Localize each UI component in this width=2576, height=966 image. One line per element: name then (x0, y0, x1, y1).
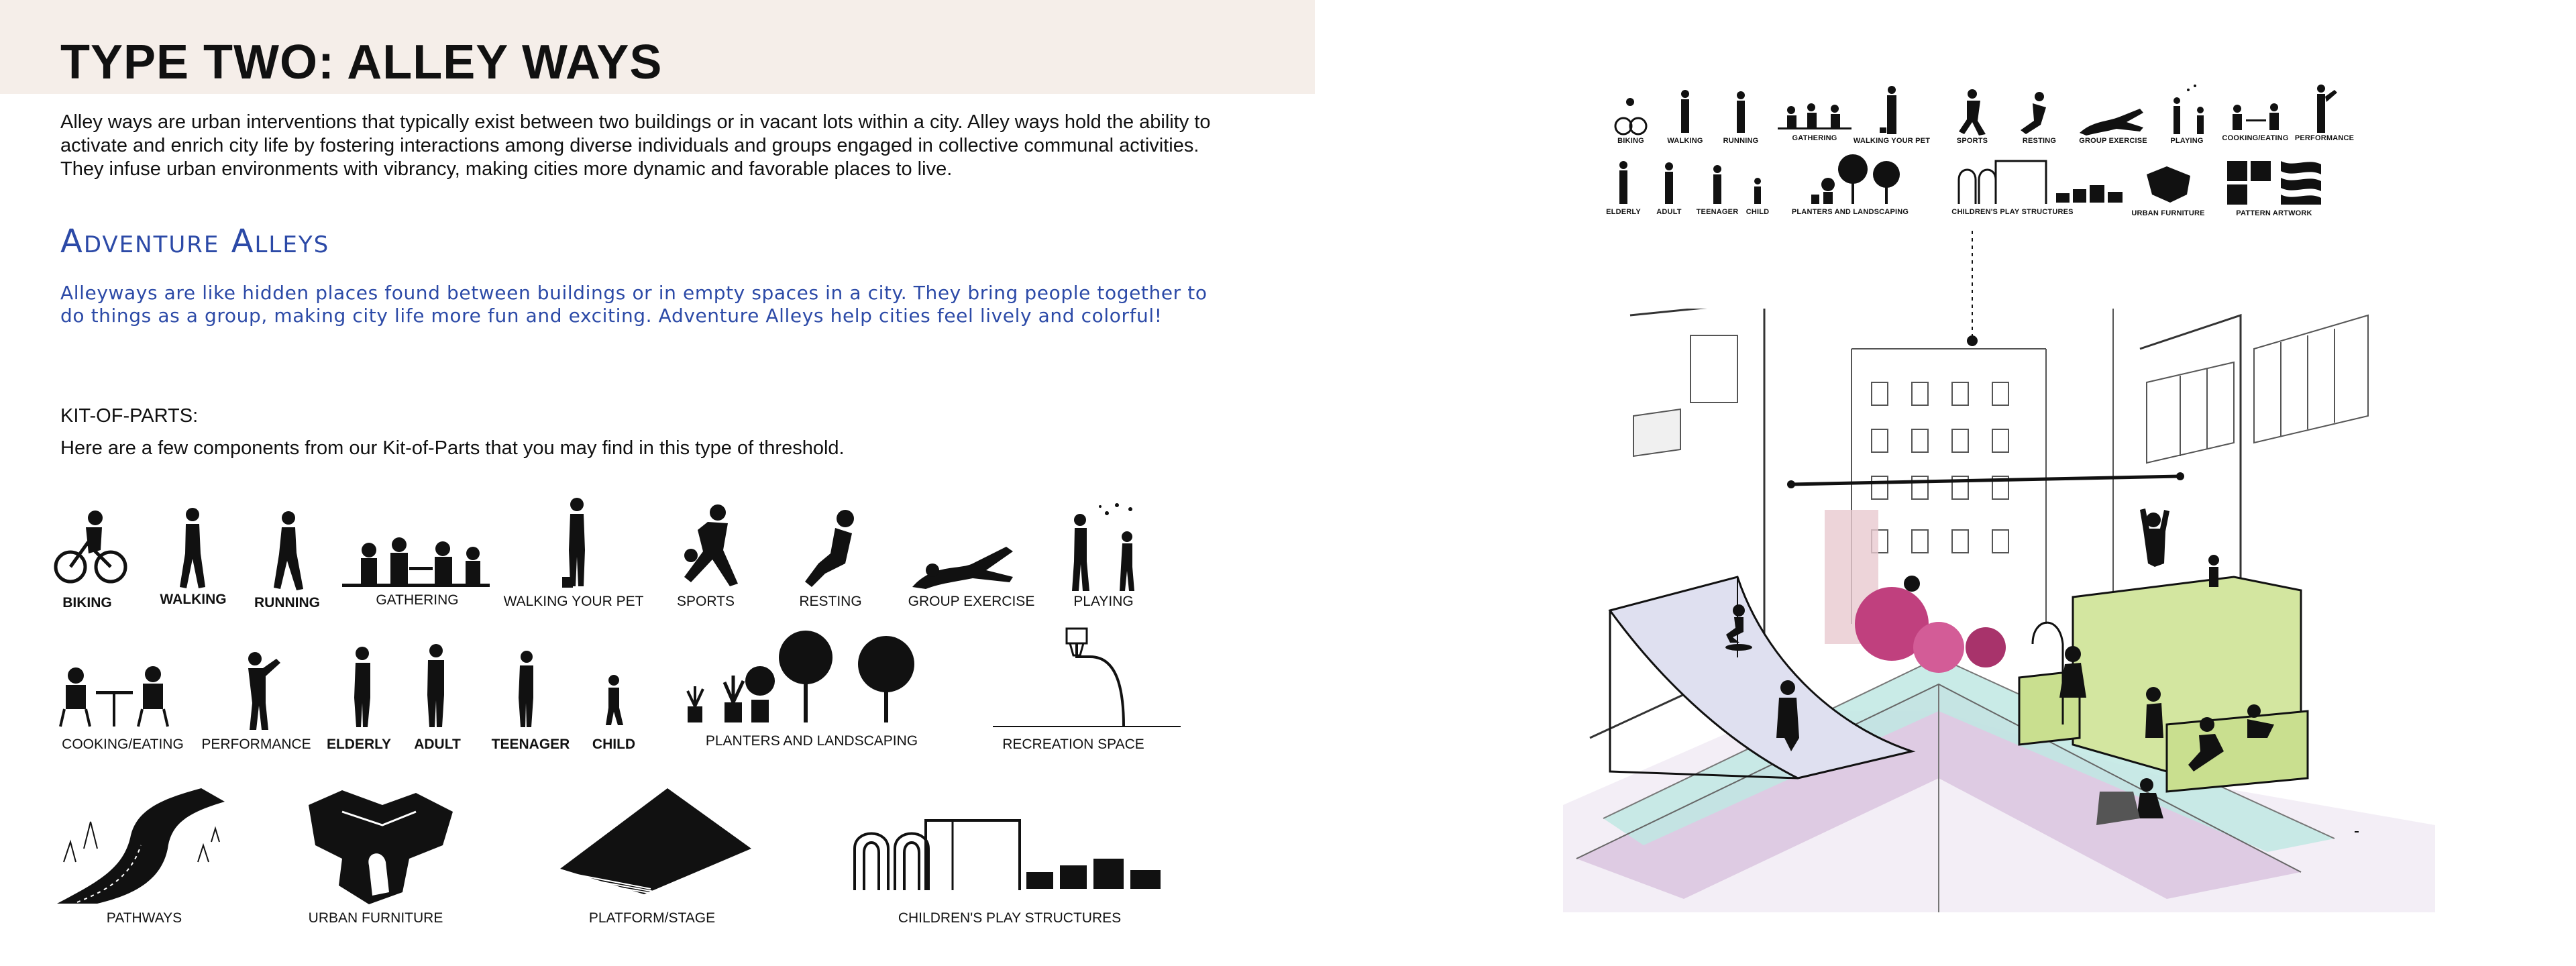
kit-label-biking: BIKING (62, 595, 112, 610)
legend-label-walking: WALKING (1667, 137, 1703, 145)
platform-stage-icon (560, 788, 755, 896)
pathways-icon (57, 782, 231, 906)
kit-label-playing: PLAYING (1073, 594, 1134, 609)
kit-label-adult: ADULT (414, 737, 461, 752)
legend-label-cooking-eating: COOKING/EATING (2222, 134, 2289, 142)
group-exercise-icon (912, 543, 1020, 590)
legend-label-elderly: ELDERLY (1606, 208, 1641, 216)
legend-label-biking: BIKING (1617, 137, 1644, 145)
kit-label-platform-stage: PLATFORM/STAGE (588, 910, 716, 926)
kit-label-sports: SPORTS (677, 594, 735, 609)
legend-label-performance: PERFORMANCE (2294, 134, 2355, 142)
planters-and-landscaping-icon (684, 627, 932, 728)
legend-label-urban-furniture: URBAN FURNITURE (2131, 209, 2205, 217)
kit-label-running: RUNNING (254, 595, 320, 610)
legend-label-childrens-play-structures: CHILDREN'S PLAY STRUCTURES (1951, 208, 2074, 216)
running-icon (268, 510, 305, 594)
kit-label-teenager: TEENAGER (491, 737, 570, 752)
page-title: TYPE TWO: ALLEY WAYS (60, 36, 663, 89)
kit-label-gathering: GATHERING (376, 592, 459, 608)
gathering-icon (342, 530, 490, 597)
legend-label-pattern-artwork: PATTERN ARTWORK (2236, 209, 2312, 217)
adult-icon (421, 643, 451, 730)
urban-furniture-icon (302, 785, 456, 906)
kit-label-resting: RESTING (799, 594, 862, 609)
alley-illustration (1563, 309, 2449, 926)
kit-of-parts-intro: Here are a few components from our Kit-of-Parts that you may find in this type of threshold. (60, 437, 845, 459)
activity-legend (1606, 80, 2361, 228)
kit-label-elderly: ELDERLY (326, 737, 392, 752)
subheading-paragraph: Alleyways are like hidden places found between buildings or in empty spaces in a city. They bring people together to do things as a group, making city life more fun and exciting. Adventure Alleys help cities feel lively and colorful! (60, 282, 1208, 327)
childrens-play-structures-icon (852, 815, 1167, 892)
kit-label-performance: PERFORMANCE (201, 737, 311, 752)
kit-label-pathways: PATHWAYS (106, 910, 182, 926)
legend-label-teenager: TEENAGER (1696, 208, 1739, 216)
legend-label-child: CHILD (1746, 208, 1770, 216)
legend-label-resting: RESTING (2022, 137, 2057, 145)
teenager-icon (513, 649, 540, 730)
legend-label-planters-and-landscaping: PLANTERS AND LANDSCAPING (1791, 208, 1909, 216)
legend-label-walking-your-pet: WALKING YOUR PET (1853, 137, 1931, 145)
walking-icon (176, 506, 209, 590)
kit-label-walking: WALKING (160, 592, 227, 607)
performance-icon (238, 651, 285, 731)
legend-icons (1610, 80, 2361, 228)
legend-label-playing: PLAYING (2170, 137, 2204, 145)
legend-label-gathering: GATHERING (1792, 134, 1837, 142)
kit-label-recreation-space: RECREATION SPACE (1002, 737, 1144, 752)
kit-label-planters-and-landscaping: PLANTERS AND LANDSCAPING (705, 733, 918, 749)
legend-label-adult: ADULT (1656, 208, 1682, 216)
kit-of-parts-label: KIT-OF-PARTS: (60, 405, 199, 427)
legend-label-sports: SPORTS (1956, 137, 1988, 145)
resting-icon (798, 506, 865, 590)
elderly-icon (347, 645, 378, 729)
kit-label-cooking-eating: COOKING/EATING (62, 737, 184, 752)
legend-label-group-exercise: GROUP EXERCISE (2079, 137, 2147, 145)
child-icon (599, 674, 626, 728)
subheading: Adventure Alleys (60, 223, 330, 260)
kit-label-urban-furniture: URBAN FURNITURE (308, 910, 443, 926)
kit-label-child: CHILD (592, 737, 636, 752)
legend-label-running: RUNNING (1723, 137, 1759, 145)
recreation-space-icon (986, 627, 1187, 728)
kit-label-childrens-play-structures: CHILDREN'S PLAY STRUCTURES (898, 910, 1122, 926)
kit-label-group-exercise: GROUP EXERCISE (908, 594, 1035, 609)
playing-icon (1067, 500, 1140, 594)
biking-icon (54, 503, 127, 590)
intro-paragraph: Alley ways are urban interventions that typically exist between two buildings or in vacant lots within a city. Alley ways hold the ability to activate and enrich city life by fostering interactions among diverse individuals and groups engaged in collective communal activities. They infuse urban environments with vibrancy, making cities more dynamic and favorable places to live. (60, 111, 1211, 180)
sports-icon (671, 503, 745, 590)
cooking-eating-icon (59, 661, 170, 728)
walking-your-pet-icon (557, 496, 597, 590)
kit-label-walking-your-pet: WALKING YOUR PET (503, 594, 644, 609)
